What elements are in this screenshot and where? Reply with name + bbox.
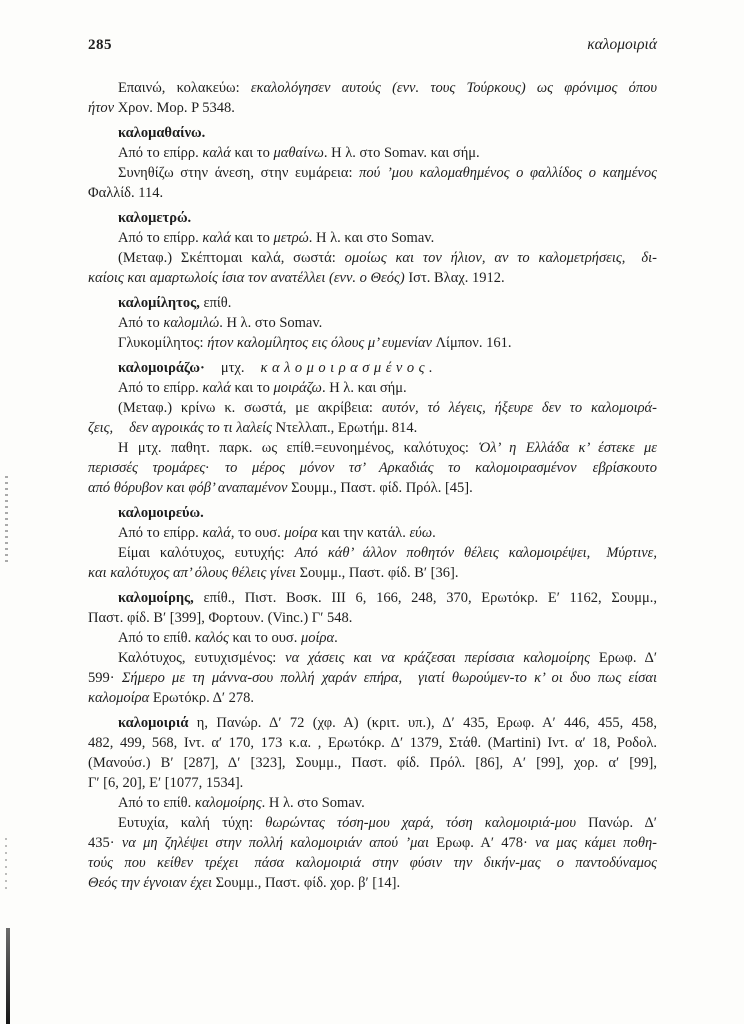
quote-run: Μύρτινε, [606,545,657,561]
text-line [88,418,657,438]
text-line [88,208,657,228]
text-run: Από το επίρρ. [118,145,203,161]
text-run: Ευτυχία, καλή τύχη: [118,815,266,831]
text-line [88,143,657,163]
text-line [88,163,657,183]
quote-run: μοιράζω [273,380,322,396]
text-run: Από το επίρρ. [118,380,203,396]
text-line [88,523,657,543]
text-run: Σουμμ., Παστ. φίδ. Πρόλ. [45]. [291,480,473,496]
quote-run: ομοίως και τον ήλιον, αν το καλομετρήσεις, [344,250,626,266]
quote-run: ήτον [88,100,118,116]
quote-run: καλομοίρης [194,795,262,811]
text-line [88,648,657,668]
text-line [88,398,657,418]
text-run: Είμαι καλότυχος, ευτυχής: [118,545,295,561]
text-line [88,293,657,313]
text-run: . [432,525,436,541]
text-line [88,853,657,873]
body-paragraph [88,313,657,333]
body-paragraph [88,523,657,543]
body-paragraph [88,543,657,583]
text-column [88,36,657,893]
text-run: 482, 499, 568, Ιντ. α′ 170, 173 κ.α. , Ερωτόκρ. Δ′ 1379, Στάθ. (Martini) Ιντ. α′ 18, Ροδολ. [88,735,657,751]
text-run: Από το [118,315,164,331]
text-run: Ερωφ. Α′ 478· [436,835,536,851]
quote-run: ο παντοδύναμος [556,855,658,871]
text-run: Ντελλαπ., Ερωτήμ. 814. [275,420,418,436]
text-line [88,333,657,353]
quote-run: ζεις, [88,420,114,436]
text-run: . Η λ. στο Somav. [219,315,323,331]
text-line [88,873,657,893]
quote-run: από θόρυβον και φόβ’ αναπαμένον [88,480,292,496]
text-line [88,123,657,143]
text-run: Παστ. φίδ. Β′ [399], Φορτουν. (Vinc.) Γ′ 548. [88,610,353,626]
quote-run: και καλότυχος απ’ όλους θέλεις γίνει [88,565,300,581]
quote-run: να μη ζηλέψει στην πολλή καλομοιριάν απού ’μαι [121,835,437,851]
text-line [88,98,657,118]
text-run: Ερωφ. Δ′ [598,650,657,666]
quote-run: ήτον καλομίλητος εις όλους μ’ ευμενίαν [207,335,436,351]
body-paragraph [88,163,657,203]
text-run: Επαινώ, κολακεύω: [118,80,251,96]
headword-run: καλομοιρεύω. [118,505,204,521]
text-run: και το ουσ. [228,630,301,646]
text-line [88,313,657,333]
text-line [88,563,657,583]
quote-run: Θεός την έγνοιαν έχει [88,875,216,891]
text-line [88,78,657,98]
text-run: και το [230,380,274,396]
text-run: Καλότυχος, ευτυχισμένος: [118,650,286,666]
body-paragraph [88,78,657,118]
entry-headword-block [88,358,657,378]
entry-headword-block [88,503,657,523]
headword-run: καλομοιράζω· [118,360,205,376]
text-run: . [334,630,338,646]
text-line [88,458,657,478]
headword-run: καλομαθαίνω. [118,125,206,141]
text-line [88,358,657,378]
quote-run: να μας κάμει ποθη- [535,835,657,851]
text-line [88,833,657,853]
entry-headword-block [88,208,657,228]
text-line [88,478,657,498]
quote-run: πού ’μου καλομαθημένος ο φαλλίδος ο καημένος [359,165,657,181]
text-line [88,268,657,288]
text-run: Από το επίθ. [118,630,195,646]
quote-run: δεν αγροικάς το τι λαλείς [129,420,276,436]
text-run: Χρον. Μορ. P 5348. [117,100,235,116]
quote-run: το μέρος μόνον τσ’ Αρκαδιάς το καλομοιρασμένον [224,460,577,476]
body-paragraph [88,628,657,648]
body-paragraph [88,228,657,248]
body-paragraph [88,648,657,708]
quote-run: καλομιλώ [163,315,220,331]
text-line [88,438,657,458]
text-run: και το [230,230,274,246]
quote-run: εύω [409,525,433,541]
headword-run: καλομοιριά [118,715,197,731]
text-line [88,668,657,688]
quote-run: Από κάθ’ άλλον ποθητόν θέλεις καλομοιρέψει, [294,545,591,561]
text-run: Η μτχ. παθητ. παρκ. ως επίθ.=ευνοημένος, καλότυχος: [118,440,479,456]
quote-run: Σήμερο με τη μάννα-σου πολλή χαράν επήρα, [121,670,403,686]
body-paragraph [88,438,657,498]
text-run: (Μεταφ.) κρίνω κ. σωστά, με ακρίβεια: [118,400,382,416]
text-run: Από το επίρρ. [118,230,203,246]
quote-run: περισσές τρομάρες· [88,460,209,476]
quote-run: μαθαίνω [273,145,324,161]
text-run: Γλυκομίλητος: [118,335,208,351]
entry-headword-block [88,713,657,793]
text-run: 599· [88,670,122,686]
text-run: επίθ., Πιστ. Βοσκ. III 6, 166, 248, 370, Ερωτόκρ. Ε′ 1162, Σουμμ., [193,590,657,606]
body-paragraph [88,248,657,288]
quote-run: μοίρα [301,630,335,646]
text-run: . Η λ. και σήμ. [321,380,407,396]
quote-run: εκαλολόγησεν αυτούς (ενν. τους Τούρκους) ως φρόνιμος όπου [250,80,657,96]
dictionary-content [88,78,657,893]
headword-run: καλομίλητος, [118,295,200,311]
quote-run: καλά [202,525,231,541]
text-run: Ερωτόκρ. Δ′ 278. [152,690,255,706]
body-paragraph [88,143,657,163]
running-head: καλομοιριά [587,36,657,53]
text-run: και το [230,145,274,161]
text-run: Γ′ [6, 20], Ε′ [1077, 1534]. [88,775,244,791]
text-line [88,588,657,608]
body-paragraph [88,398,657,438]
page-header [88,36,657,56]
quote-run: καλός [194,630,229,646]
text-run: επίθ. [199,295,232,311]
body-paragraph [88,378,657,398]
text-run: 435· [88,835,122,851]
text-line [88,503,657,523]
text-run: Από το επίρρ. [118,525,203,541]
quote-run: αυτόν, τό λέγεις, ήξευρε δεν το καλομοιρά- [381,400,657,416]
text-run: Σουμμ., Παστ. φίδ. Β′ [36]. [299,565,459,581]
quote-run: εβρίσκουτο [592,460,657,476]
quote-run: καλομοίρα [88,690,153,706]
text-line [88,713,657,733]
quote-run: να χάσεις και να κράζεσαι περίσσια καλομοίρης [285,650,599,666]
quote-run: δι- [641,250,657,266]
quote-run: καλά [202,230,231,246]
text-line [88,628,657,648]
page-number: 285 [88,37,112,53]
text-line [88,228,657,248]
quote-run: καίοις και αμαρτωλοίς ίσια τον ανατέλλει (ενν. ο Θεός) [88,270,409,286]
text-run: η, Πανώρ. Δ′ 72 (χφ. Α) (κριτ. υπ.), Δ′ 435, Ερωφ. Α′ 446, 455, 458, [196,715,657,731]
entry-headword-block [88,588,657,628]
quote-run: τούς που κείθεν τρέχει [88,855,239,871]
quote-run: Ὁλ’ η Ελλάδα κ’ έστεκε με [478,440,657,456]
scan-artifact [5,476,8,566]
entry-headword-block [88,123,657,143]
text-run: Ιστ. Βλαχ. 1912. [408,270,505,286]
body-paragraph [88,793,657,813]
quote-run: καλά [202,380,231,396]
text-run: Πανώρ. Δ′ [588,815,657,831]
text-run: Από το επίθ. [118,795,195,811]
text-run: . Η λ. και στο Somav. [308,230,435,246]
text-run: (Μανούσ.) Β′ [287], Δ′ [323], Σουμμ., Παστ. φίδ. Πρόλ. [86], Α′ [99], χορ. α′ [99], [88,755,657,771]
text-run: Λίμπον. 161. [435,335,512,351]
text-run: Σουμμ., Παστ. φίδ. χορ. β′ [14]. [215,875,401,891]
quote-run: πάσα καλομοιριά στην φύσιν την δικήν-μας [254,855,541,871]
text-line [88,773,657,793]
scan-artifact [5,838,7,890]
quote-run: μετρώ [273,230,309,246]
text-run: (Μεταφ.) Σκέπτομαι καλά, σωστά: [118,250,345,266]
text-run: . Η λ. στο Somav. και σήμ. [323,145,480,161]
text-line [88,793,657,813]
text-line [88,688,657,708]
text-run: , το ουσ. [230,525,285,541]
text-run: Συνηθίζω στην άνεση, στην ευμάρεια: [118,165,360,181]
text-line [88,378,657,398]
text-line [88,543,657,563]
text-line [88,248,657,268]
body-paragraph [88,813,657,893]
text-run: Φαλλίδ. 114. [88,185,164,201]
body-paragraph [88,333,657,353]
text-run: μτχ. [220,360,245,376]
headword-run: καλομοίρης, [118,590,194,606]
entry-headword-block [88,293,657,313]
text-line [88,733,657,753]
text-line [88,753,657,773]
quote-run: μοίρα [284,525,318,541]
text-line [88,608,657,628]
headword-run: καλομετρώ. [118,210,192,226]
text-run: . Η λ. στο Somav. [261,795,365,811]
letterspaced-run: καλομοιρασμένος. [260,360,438,376]
text-run: και την κατάλ. [317,525,410,541]
quote-run: γιατί θωρούμεν-το κ’ οι δυο πως είσαι [418,670,657,686]
quote-run: θωρώντας τόση-μου χαρά, τόση καλομοιριά-μου [265,815,589,831]
quote-run: καλά [202,145,231,161]
text-line [88,813,657,833]
scan-artifact [6,928,10,1024]
text-line [88,183,657,203]
